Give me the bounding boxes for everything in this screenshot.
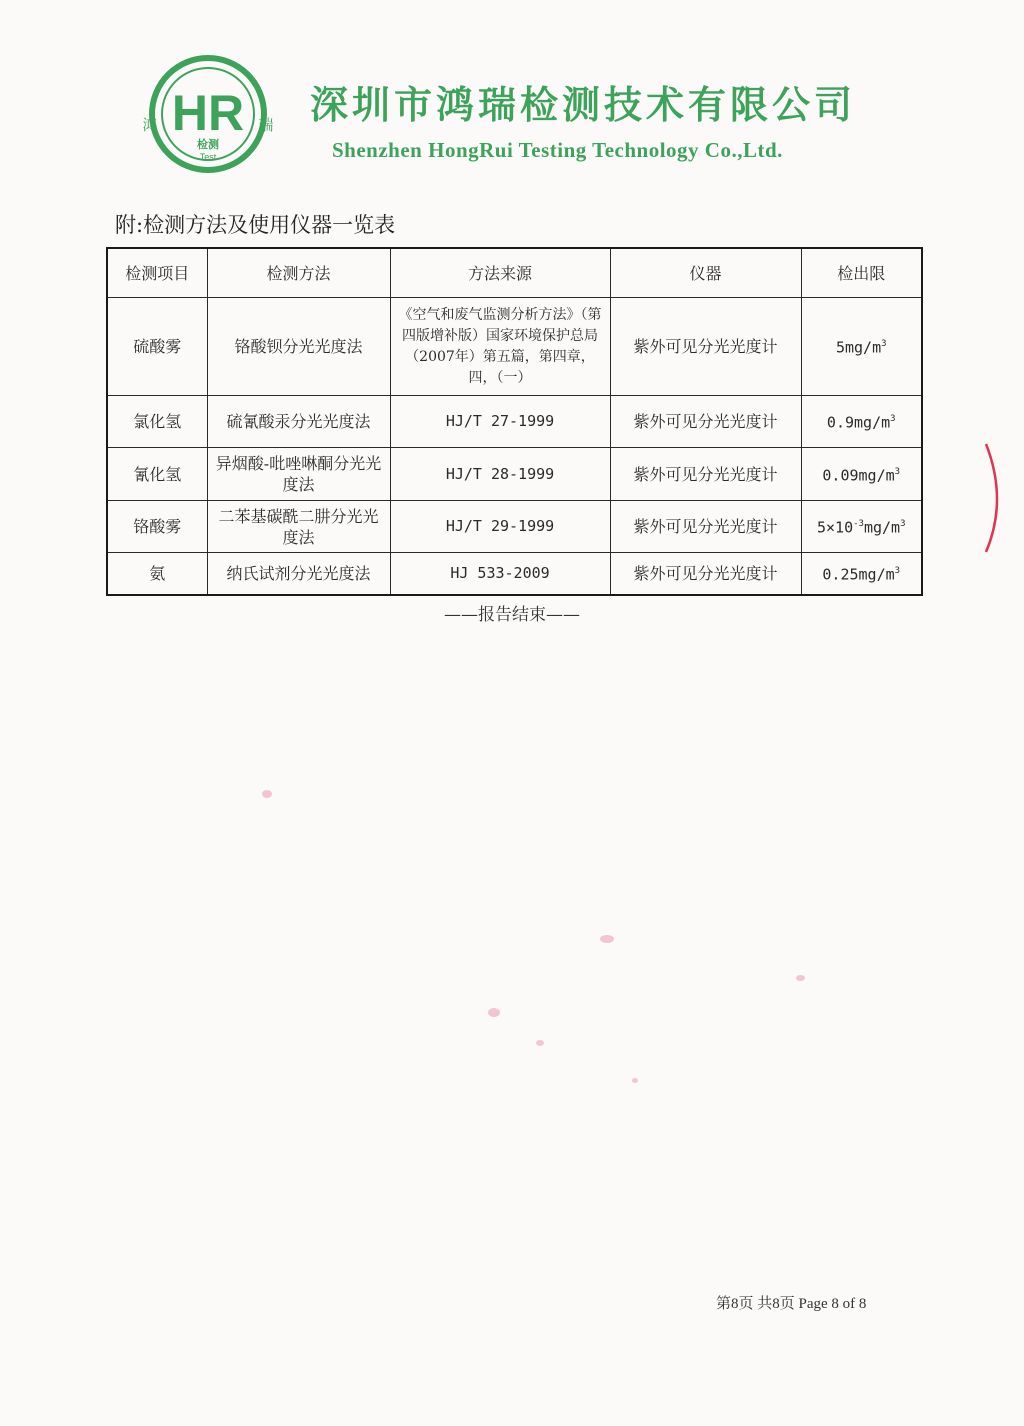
cell-method: 铬酸钡分光光度法 bbox=[207, 298, 390, 396]
cell-item: 硫酸雾 bbox=[107, 298, 207, 396]
ink-smudge bbox=[262, 790, 272, 798]
cell-instrument: 紫外可见分光光度计 bbox=[610, 298, 801, 396]
cell-method: 二苯基碳酰二肼分光光度法 bbox=[207, 501, 390, 553]
cell-limit: $0.9mg/m^3$ bbox=[801, 396, 922, 448]
ink-smudge bbox=[488, 1008, 500, 1017]
cell-item: 氯化氢 bbox=[107, 396, 207, 448]
table-header-row bbox=[107, 248, 922, 298]
cell-instrument: 紫外可见分光光度计 bbox=[610, 501, 801, 553]
cell-item: 铬酸雾 bbox=[107, 501, 207, 553]
logo-ring-sub: Test bbox=[199, 152, 217, 162]
header-method: 检测方法 bbox=[207, 248, 390, 298]
cell-source: HJ/T 28-1999 bbox=[390, 448, 610, 501]
company-name-cn: 深圳市鸿瑞检测技术有限公司 bbox=[310, 82, 857, 127]
header-limit: 检出限 bbox=[801, 248, 922, 298]
page-footer: 第8页 共8页 Page 8 of 8 bbox=[716, 1296, 867, 1312]
cell-instrument: 紫外可见分光光度计 bbox=[610, 553, 801, 595]
ink-smudge bbox=[796, 975, 805, 981]
table-row bbox=[107, 298, 922, 396]
cell-limit: $0.25mg/m^3$ bbox=[801, 553, 922, 595]
hr-logo-icon bbox=[138, 52, 278, 182]
header-source: 方法来源 bbox=[390, 248, 610, 298]
ink-smudge bbox=[600, 935, 614, 943]
table-row bbox=[107, 501, 922, 553]
header-instrument: 仪器 bbox=[610, 248, 801, 298]
table-row bbox=[107, 553, 922, 595]
header-item: 检测项目 bbox=[107, 248, 207, 298]
cell-limit: $5mg/m^3$ bbox=[801, 298, 922, 396]
cell-instrument: 紫外可见分光光度计 bbox=[610, 396, 801, 448]
stamp-fragment-icon bbox=[978, 440, 1008, 560]
table-row bbox=[107, 396, 922, 448]
cell-instrument: 紫外可见分光光度计 bbox=[610, 448, 801, 501]
cell-source: HJ/T 29-1999 bbox=[390, 501, 610, 553]
ink-smudge bbox=[536, 1040, 544, 1046]
cell-limit: $5\times 10^{-3}mg/m^3$ bbox=[801, 501, 922, 553]
logo-letters: HR bbox=[171, 85, 245, 141]
company-logo bbox=[138, 52, 278, 182]
cell-source: 《空气和废气监测分析方法》（第四版增补版）国家环境保护总局（2007年）第五篇，第四章，四，（一） bbox=[390, 298, 610, 396]
company-name-en: Shenzhen HongRui Testing Technology Co.,Ltd. bbox=[332, 138, 783, 162]
cell-method: 硫氰酸汞分光光度法 bbox=[207, 396, 390, 448]
logo-left-char: 鸿 bbox=[142, 116, 158, 134]
cell-item: 氰化氢 bbox=[107, 448, 207, 501]
logo-ring-text: 检测 bbox=[197, 138, 219, 151]
ink-smudge bbox=[632, 1078, 638, 1083]
cell-method: 纳氏试剂分光光度法 bbox=[207, 553, 390, 595]
cell-source: HJ 533-2009 bbox=[390, 553, 610, 595]
cell-source: HJ/T 27-1999 bbox=[390, 396, 610, 448]
report-end-marker: ——报告结束—— bbox=[444, 605, 580, 625]
methods-table bbox=[106, 247, 923, 596]
table-row bbox=[107, 448, 922, 501]
logo-right-char: 瑞 bbox=[258, 116, 274, 134]
appendix-title: 附:检测方法及使用仪器一览表 bbox=[115, 213, 396, 237]
cell-method: 异烟酸-吡唑啉酮分光光度法 bbox=[207, 448, 390, 501]
cell-item: 氨 bbox=[107, 553, 207, 595]
cell-limit: $0.09mg/m^3$ bbox=[801, 448, 922, 501]
